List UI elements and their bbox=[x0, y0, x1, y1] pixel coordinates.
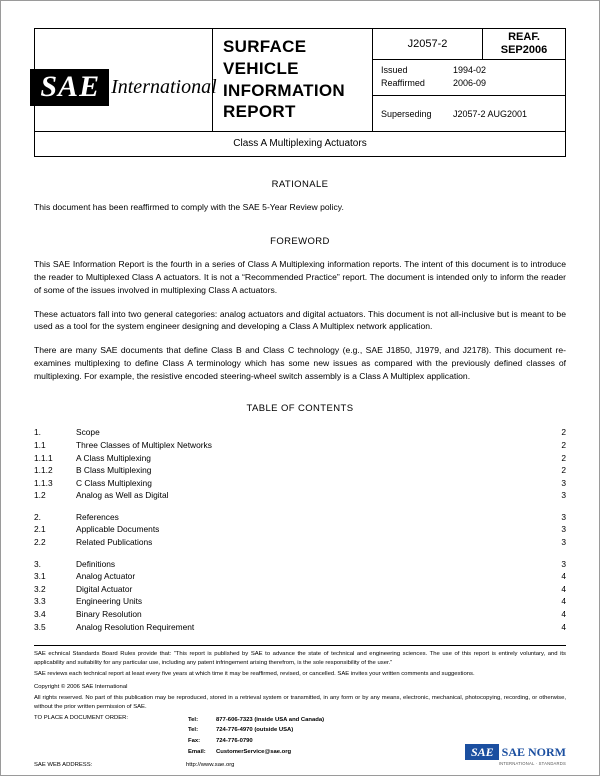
foreword-heading: FOREWORD bbox=[270, 235, 330, 247]
order-contact-row bbox=[188, 716, 324, 725]
toc-label: A Class Multiplexing bbox=[76, 451, 548, 464]
order-contact-value: 877-606-7323 (inside USA and Canada) bbox=[216, 716, 325, 723]
toc-spacer bbox=[34, 502, 566, 511]
toc-row[interactable] bbox=[34, 426, 566, 439]
reaffirmed-value: 2006-09 bbox=[453, 78, 487, 89]
sae-norm-subtext: INTERNATIONAL · STANDARDS bbox=[498, 761, 566, 766]
toc-label: Analog Resolution Requirement bbox=[76, 620, 548, 633]
document-type-title: SURFACE VEHICLE INFORMATION REPORT bbox=[213, 29, 373, 131]
toc-row[interactable] bbox=[34, 476, 566, 489]
sae-logo-word: International bbox=[111, 76, 217, 98]
toc-row[interactable] bbox=[34, 583, 566, 596]
toc-label: Engineering Units bbox=[76, 595, 548, 608]
toc-page: 3 bbox=[561, 558, 566, 569]
order-contact-row bbox=[188, 737, 324, 746]
order-contact-row bbox=[188, 748, 324, 757]
toc-label: Scope bbox=[76, 426, 548, 439]
order-contact-value: CustomerService@sae.org bbox=[216, 749, 292, 756]
order-contact-value: 724-776-4970 (outside USA) bbox=[216, 727, 294, 734]
tsb-notice: SAE echnical Standards Board Rules provide that: “This report is published by SAE to advance the state of technical and engineering sciences. The use of this report is entirely voluntary, and its applicability and suitability for any particular use, including any patent infringement arising therefrom, is the sole responsibility of the user.” bbox=[34, 651, 566, 666]
order-heading: TO PLACE A DOCUMENT ORDER: bbox=[34, 714, 129, 721]
toc-label: Binary Resolution bbox=[76, 608, 548, 621]
toc-page: 4 bbox=[561, 583, 566, 594]
toc-number: 3.5 bbox=[34, 621, 46, 632]
toc-label: Digital Actuator bbox=[76, 583, 548, 596]
toc-row[interactable] bbox=[34, 489, 566, 502]
order-contact-table bbox=[186, 714, 326, 759]
toc-label: References bbox=[76, 511, 548, 524]
toc-label: Three Classes of Multiplex Networks bbox=[76, 439, 548, 452]
toc-page: 3 bbox=[561, 511, 566, 522]
toc-row[interactable] bbox=[34, 570, 566, 583]
toc-page: 2 bbox=[561, 439, 566, 450]
toc-row[interactable] bbox=[34, 451, 566, 464]
header-right-block bbox=[373, 29, 565, 131]
issue-dates bbox=[373, 60, 565, 96]
toc-number: 2.2 bbox=[34, 537, 46, 548]
document-header bbox=[34, 28, 566, 132]
toc-heading: TABLE OF CONTENTS bbox=[246, 403, 354, 415]
foreword-paragraph-2: These actuators fall into two general categories: analog actuators and digital actuators. This document is not all-inclusive but is meant to be used as a tool for the system engineer designing and developing a Class A Multiplex network application. bbox=[34, 308, 566, 332]
toc-page: 4 bbox=[561, 609, 566, 620]
toc-number: 1.2 bbox=[34, 490, 46, 501]
toc-label: B Class Multiplexing bbox=[76, 464, 548, 477]
superseding-value: J2057-2 AUG2001 bbox=[453, 108, 528, 119]
rationale-paragraph: This document has been reaffirmed to comply with the SAE 5-Year Review policy. bbox=[34, 202, 344, 212]
document-status bbox=[483, 29, 565, 59]
table-of-contents bbox=[34, 426, 566, 633]
toc-label: Analog Actuator bbox=[76, 570, 548, 583]
toc-number: 3.4 bbox=[34, 609, 46, 620]
toc-number: 3. bbox=[34, 558, 41, 569]
document-number: J2057-2 bbox=[373, 29, 483, 59]
toc-row[interactable] bbox=[34, 439, 566, 452]
order-contact-key: Email: bbox=[188, 749, 206, 756]
toc-page: 2 bbox=[561, 427, 566, 438]
sae-norm-logo bbox=[465, 744, 566, 766]
toc-number: 1.1.3 bbox=[34, 477, 53, 488]
toc-spacer bbox=[34, 548, 566, 557]
toc-row[interactable] bbox=[34, 511, 566, 524]
toc-page: 4 bbox=[561, 571, 566, 582]
toc-number: 2. bbox=[34, 511, 41, 522]
foreword-paragraph-1: This SAE Information Report is the fourth in a series of Class A Multiplexing information reports. The intent of this document is to introduce the reader to Multiplexed Class A actuators. It is not a “Recommended Practice” report. The document is intended only to inform the reader of some of the issues involved in multiplexing Class A actuators. bbox=[34, 258, 566, 295]
sae-logo-mark: SAE bbox=[30, 69, 109, 106]
toc-page: 3 bbox=[561, 477, 566, 488]
sae-norm-word: SAE NORM bbox=[501, 745, 566, 759]
toc-page: 3 bbox=[561, 490, 566, 501]
toc-page: 4 bbox=[561, 621, 566, 632]
reaffirmed-label: Reaffirmed bbox=[381, 78, 425, 89]
sae-norm-mark: SAE bbox=[465, 744, 499, 760]
sae-logo bbox=[35, 29, 217, 131]
review-notice: SAE reviews each technical report at least every five years at which time it may be reaffirmed, revised, or cancelled. SAE invites your written comments and suggestions. bbox=[34, 671, 475, 678]
foreword-paragraph-3: There are many SAE documents that define Class B and Class C technology (e.g., SAE J1850, J1979, and J2178). This document re-examines multiplexing to define Class A terminology which has some new issues as compared with the previously defined classes of multiplexing. For example, the resistive encoded steering-wheel switch assembly is a Class A Multiplex application. bbox=[34, 345, 566, 382]
status-line-2: SEP2006 bbox=[500, 44, 548, 56]
toc-number: 1.1.2 bbox=[34, 465, 53, 476]
toc-row[interactable] bbox=[34, 595, 566, 608]
toc-page: 4 bbox=[561, 596, 566, 607]
superseding-label: Superseding bbox=[381, 108, 432, 119]
issued-value: 1994-02 bbox=[453, 65, 487, 75]
order-contact-key: Tel: bbox=[188, 716, 199, 723]
toc-row[interactable] bbox=[34, 464, 566, 477]
toc-number: 3.1 bbox=[34, 571, 46, 582]
toc-number: 3.3 bbox=[34, 596, 46, 607]
web-address-value[interactable]: http://www.sae.org bbox=[186, 762, 235, 768]
toc-page: 2 bbox=[561, 465, 566, 476]
document-footer bbox=[34, 645, 566, 768]
rationale-heading: RATIONALE bbox=[271, 179, 329, 190]
toc-page: 3 bbox=[561, 537, 566, 548]
document-subtitle: Class A Multiplexing Actuators bbox=[34, 132, 566, 157]
superseding-row bbox=[373, 96, 565, 131]
order-contact-key: Fax: bbox=[188, 738, 201, 745]
rights-notice: All rights reserved. No part of this publication may be reproduced, stored in a retrieval system or transmitted, in any form or by any means, electronic, mechanical, photocopying, recording, or otherwise, without the prior written permission of SAE. bbox=[34, 695, 566, 710]
web-address-label: SAE WEB ADDRESS: bbox=[34, 762, 93, 768]
toc-label: Related Publications bbox=[76, 536, 548, 549]
issued-label: Issued bbox=[381, 65, 408, 75]
toc-number: 1.1.1 bbox=[34, 452, 53, 463]
toc-number: 1. bbox=[34, 427, 41, 438]
toc-row[interactable] bbox=[34, 536, 566, 549]
order-contact-value: 724-776-0790 bbox=[216, 738, 253, 745]
toc-label: C Class Multiplexing bbox=[76, 476, 548, 489]
toc-row[interactable] bbox=[34, 523, 566, 536]
toc-page: 2 bbox=[561, 452, 566, 463]
toc-row[interactable] bbox=[34, 608, 566, 621]
toc-page: 3 bbox=[561, 524, 566, 535]
toc-label: Definitions bbox=[76, 557, 548, 570]
toc-number: 2.1 bbox=[34, 524, 46, 535]
toc-number: 1.1 bbox=[34, 439, 46, 450]
copyright-notice: Copyright © 2006 SAE International bbox=[34, 683, 128, 690]
toc-label: Analog as Well as Digital bbox=[76, 489, 548, 502]
footer-divider bbox=[34, 645, 566, 646]
toc-row[interactable] bbox=[34, 557, 566, 570]
status-line-1: REAF. bbox=[508, 31, 540, 44]
toc-label: Applicable Documents bbox=[76, 523, 548, 536]
order-contact-row bbox=[188, 726, 324, 735]
order-contact-key: Tel: bbox=[188, 727, 199, 734]
toc-row[interactable] bbox=[34, 620, 566, 633]
toc-number: 3.2 bbox=[34, 583, 46, 594]
